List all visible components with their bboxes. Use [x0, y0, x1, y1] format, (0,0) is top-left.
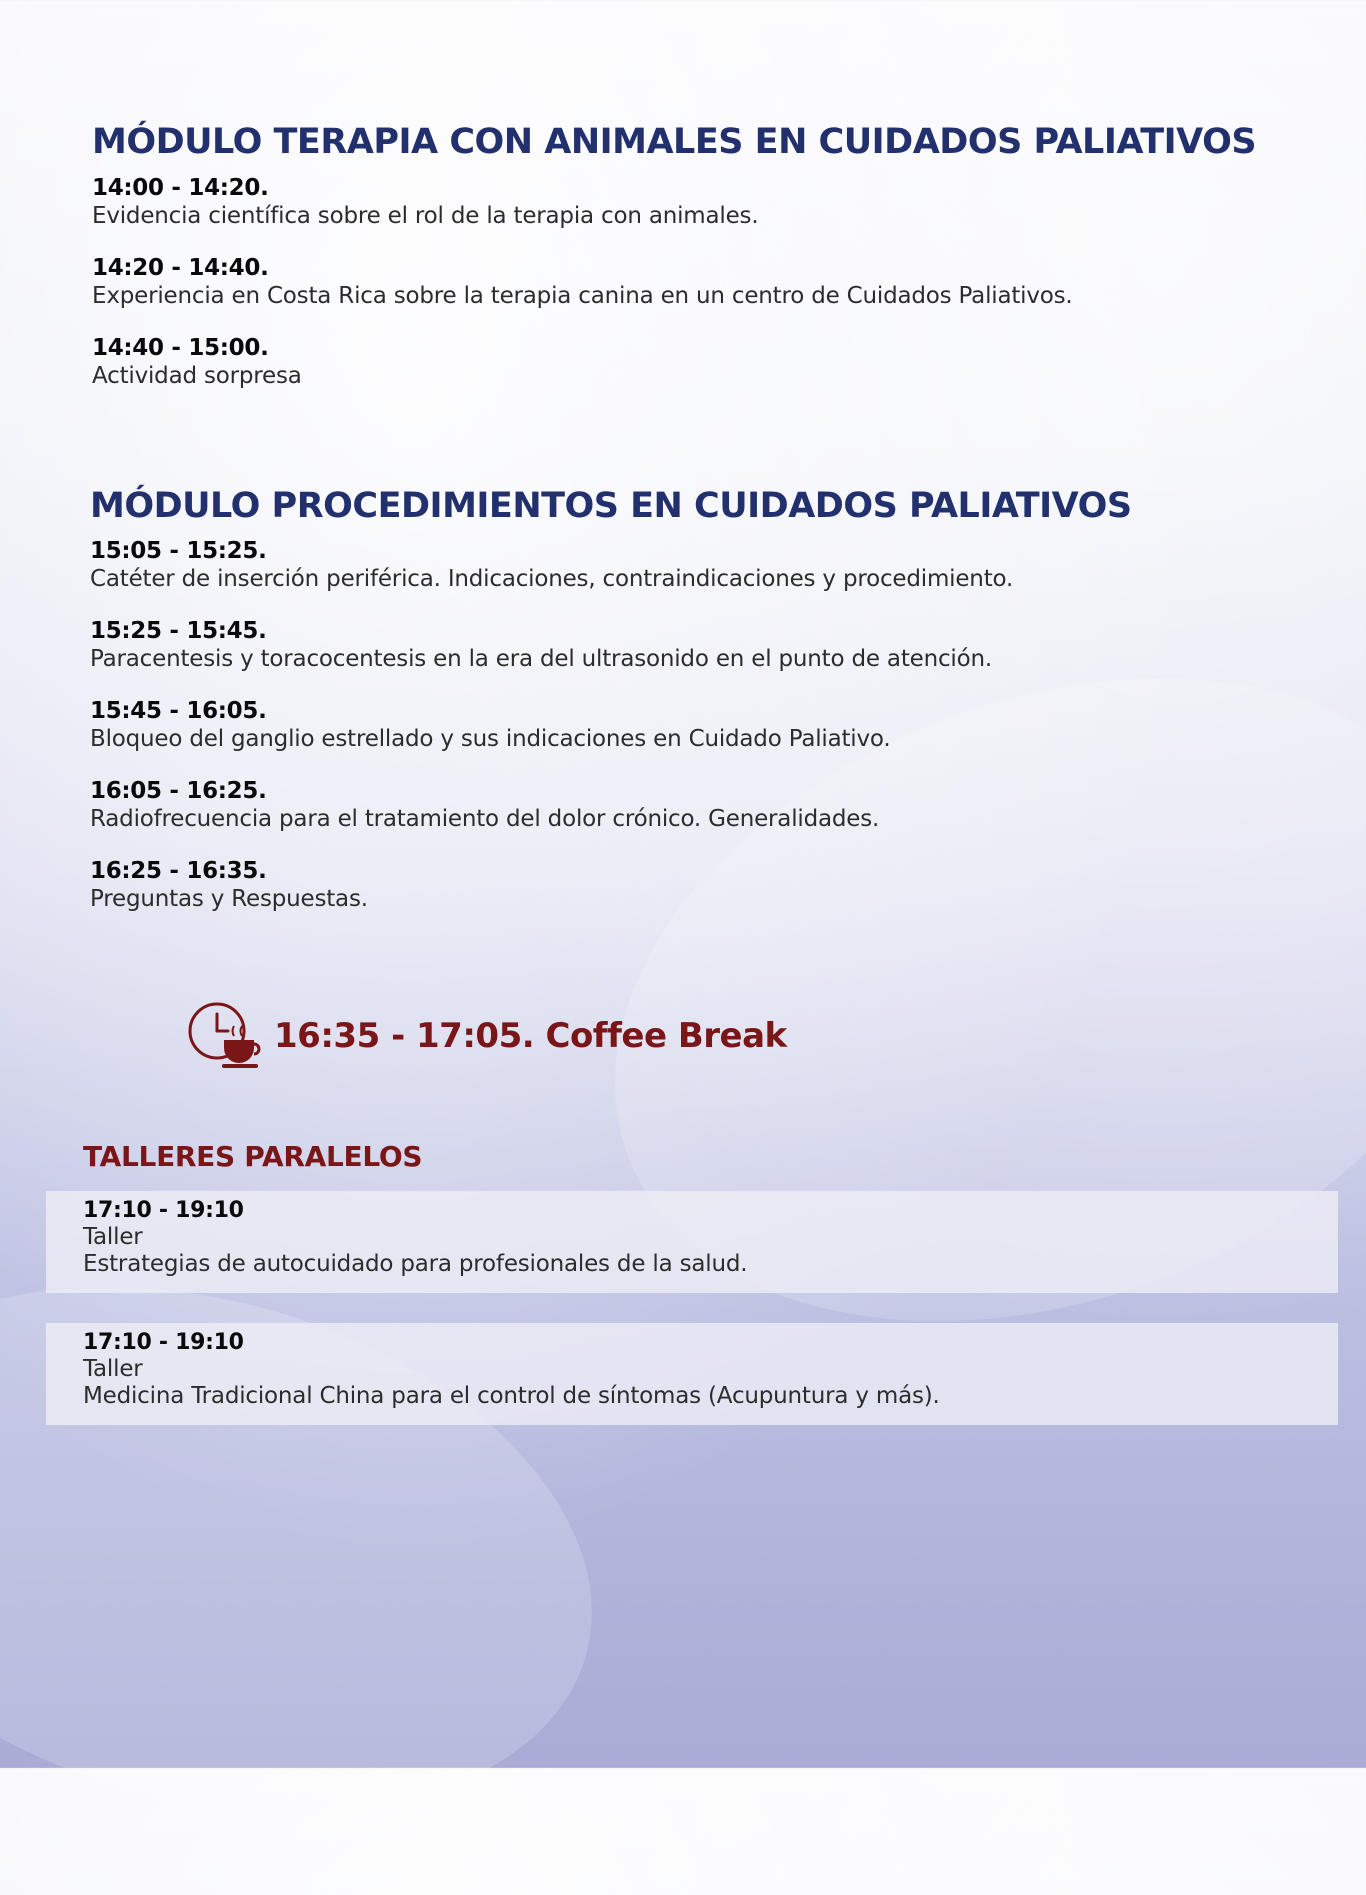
schedule-item — [90, 857, 368, 913]
item-description: Preguntas y Respuestas. — [90, 886, 368, 912]
workshop-time: 17:10 - 19:10 — [83, 1330, 244, 1355]
item-description: Bloqueo del ganglio estrellado y sus indicaciones en Cuidado Paliativo. — [90, 726, 891, 752]
workshop-description: Medicina Tradicional China para el control de síntomas (Acupuntura y más). — [83, 1383, 940, 1409]
item-time: 15:45 - 16:05. — [90, 698, 267, 724]
workshop-time: 17:10 - 19:10 — [83, 1198, 244, 1223]
workshops-title: TALLERES PARALELOS — [83, 1140, 423, 1173]
item-description: Catéter de inserción periférica. Indicaciones, contraindicaciones y procedimiento. — [90, 566, 1014, 592]
item-time: 14:20 - 14:40. — [92, 255, 269, 281]
module-title: MÓDULO TERAPIA CON ANIMALES EN CUIDADOS PALIATIVOS — [92, 122, 1257, 162]
schedule-item — [92, 174, 758, 230]
workshop-description: Estrategias de autocuidado para profesionales de la salud. — [83, 1251, 748, 1277]
module-title: MÓDULO PROCEDIMIENTOS EN CUIDADOS PALIATIVOS — [90, 486, 1132, 526]
schedule-item — [90, 537, 1013, 593]
clock-coffee-icon — [186, 1000, 266, 1072]
workshop-card — [46, 1191, 1338, 1293]
item-time: 15:05 - 15:25. — [90, 538, 267, 564]
item-description: Evidencia científica sobre el rol de la terapia con animales. — [92, 203, 759, 229]
workshop-type: Taller — [83, 1224, 143, 1250]
item-time: 16:25 - 16:35. — [90, 858, 267, 884]
item-time: 15:25 - 15:45. — [90, 618, 267, 644]
item-description: Experiencia en Costa Rica sobre la terapia canina en un centro de Cuidados Paliativos. — [92, 283, 1073, 309]
item-description: Radiofrecuencia para el tratamiento del dolor crónico. Generalidades. — [90, 806, 880, 832]
schedule-item — [92, 254, 1073, 310]
workshop-card — [46, 1323, 1338, 1425]
workshop-type: Taller — [83, 1356, 143, 1382]
schedule-item — [90, 617, 992, 673]
item-time: 14:00 - 14:20. — [92, 175, 269, 201]
item-time: 16:05 - 16:25. — [90, 778, 267, 804]
coffee-break-text: 16:35 - 17:05. Coffee Break — [274, 1016, 787, 1056]
schedule-item — [90, 777, 879, 833]
background-decoration — [0, 1205, 651, 1895]
schedule-item — [92, 334, 302, 390]
coffee-break — [186, 1000, 787, 1072]
schedule-item — [90, 697, 891, 753]
item-time: 14:40 - 15:00. — [92, 335, 269, 361]
item-description: Actividad sorpresa — [92, 363, 302, 389]
item-description: Paracentesis y toracocentesis en la era del ultrasonido en el punto de atención. — [90, 646, 992, 672]
